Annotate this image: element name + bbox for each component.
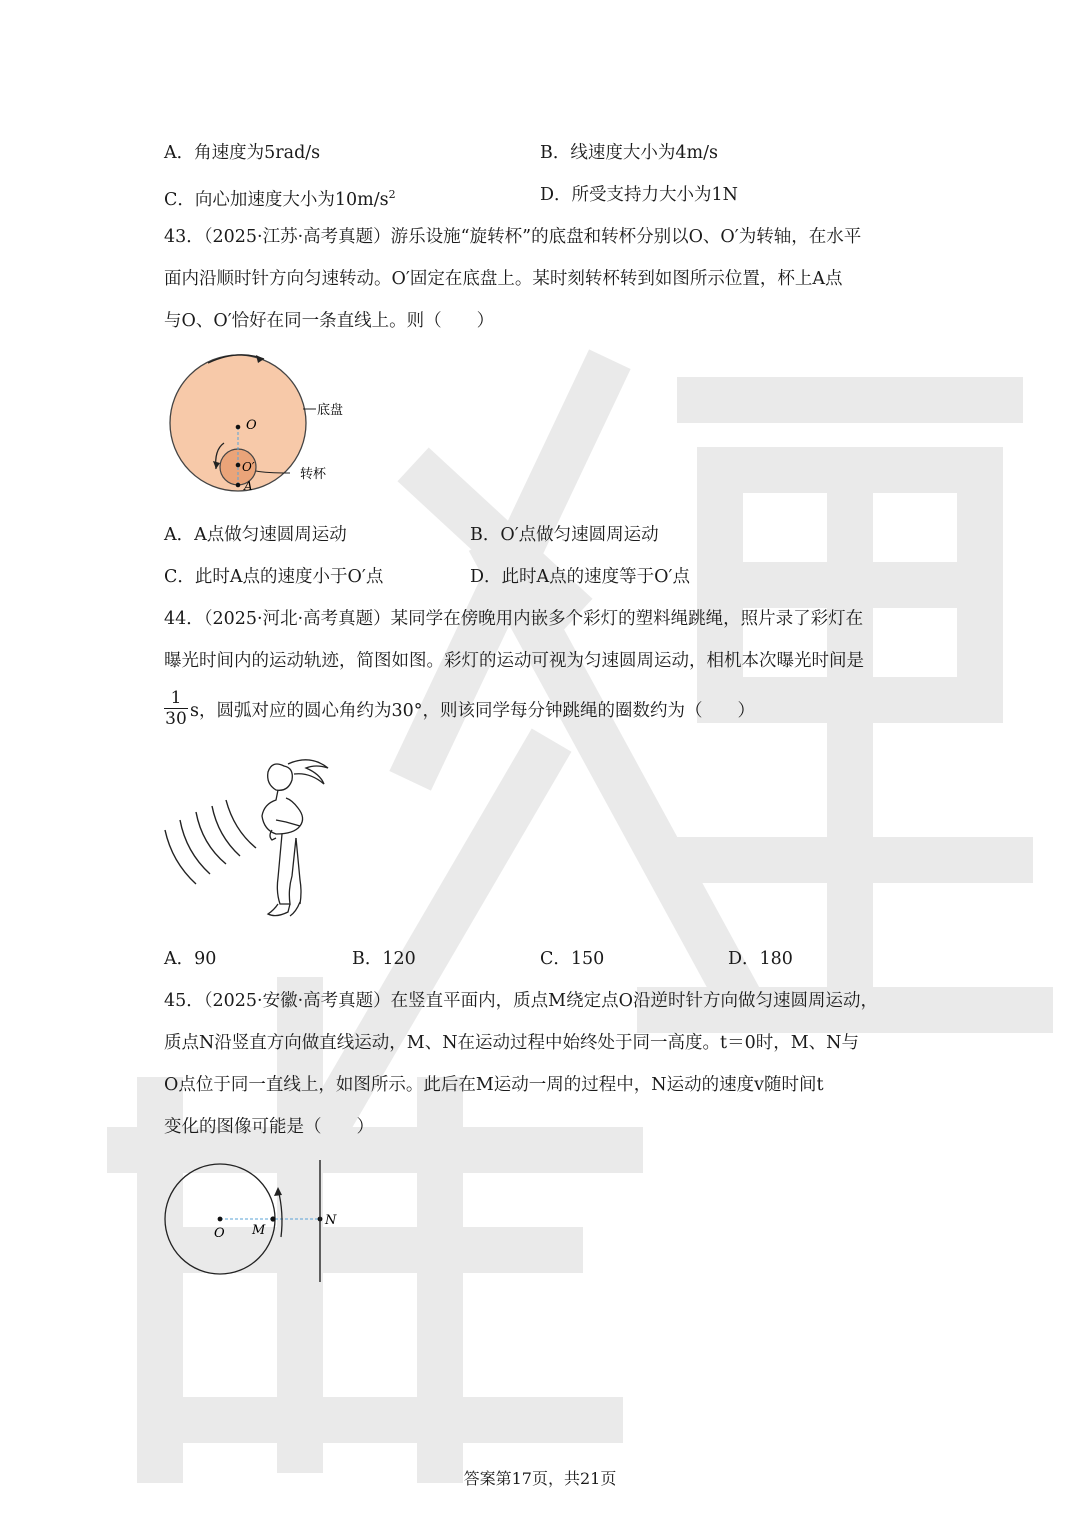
q43-option-a: A．A点做匀速圆周运动	[164, 525, 347, 545]
q44-fraction: $\frac{1}{30}$	[165, 688, 187, 729]
label-cup: 转杯	[300, 467, 327, 482]
label-a: A	[244, 479, 253, 493]
q44-option-c: C．150	[540, 949, 605, 969]
q42-option-c: C．向心加速度大小为$10m/s^2$	[164, 188, 396, 210]
q44-option-b: B．120	[352, 949, 416, 969]
q42-option-d: D．所受支持力大小为1N	[540, 185, 738, 205]
q44-stem-line2: 曝光时间内的运动轨迹，简图如图。彩灯的运动可视为匀速圆周运动，相机本次曝光时间是	[164, 651, 864, 671]
label-base: 底盘	[317, 403, 344, 418]
q45-stem-line4: 变化的图像可能是（ ）	[164, 1117, 374, 1137]
q44-figure-jump-rope	[160, 742, 360, 932]
q43-stem-line2: 面内沿顺时针方向匀速转动。O′固定在底盘上。某时刻转杯转到如图所示位置，杯上A点	[164, 269, 843, 289]
q45-figure-circle-motion	[160, 1155, 360, 1287]
q43-option-b: B．O′点做匀速圆周运动	[470, 525, 659, 545]
q44-option-d: D．180	[728, 949, 793, 969]
q43-option-c: C．此时A点的速度小于O′点	[164, 567, 384, 587]
q42-option-a: A．角速度为5rad/s	[164, 143, 321, 163]
label-n: N	[325, 1213, 337, 1228]
q45-stem-line2: 质点N沿竖直方向做直线运动，M、N在运动过程中始终处于同一高度。t＝0时，M、N与	[164, 1033, 859, 1053]
light-trails	[165, 800, 256, 884]
q44-stem-line3: s，圆弧对应的圆心角约为30°，则该同学每分钟跳绳的圈数约为（ ）	[190, 701, 755, 721]
q43-stem-line1: 43．（2025·江苏·高考真题）游乐设施“旋转杯”的底盘和转杯分别以O、O′为转轴，在水平	[164, 227, 862, 247]
q43-option-d: D．此时A点的速度等于O′点	[470, 567, 690, 587]
label-o: O	[214, 1226, 225, 1241]
ccw-arrow	[278, 1189, 282, 1237]
label-m: M	[252, 1223, 266, 1238]
q45-stem-line3: O点位于同一直线上，如图所示。此后在M运动一周的过程中，N运动的速度v随时间t	[164, 1075, 824, 1095]
q45-stem-line1: 45．（2025·安徽·高考真题）在竖直平面内，质点M绕定点O沿逆时针方向做匀速圆周运动，	[164, 991, 878, 1011]
label-o: O	[246, 418, 257, 433]
page-footer: 答案第17页，共21页	[463, 1469, 617, 1488]
q43-stem-line3: 与O、O′恰好在同一条直线上。则（ ）	[164, 311, 495, 331]
q43-figure-rotating-cup	[160, 345, 380, 505]
q42-option-b: B．线速度大小为4m/s	[540, 143, 718, 163]
girl-figure	[262, 760, 328, 916]
q44-option-a: A．90	[164, 949, 217, 969]
label-o-prime: O′	[242, 460, 255, 474]
q44-stem-line1: 44．（2025·河北·高考真题）某同学在傍晚用内嵌多个彩灯的塑料绳跳绳，照片录了彩灯在	[164, 609, 864, 629]
